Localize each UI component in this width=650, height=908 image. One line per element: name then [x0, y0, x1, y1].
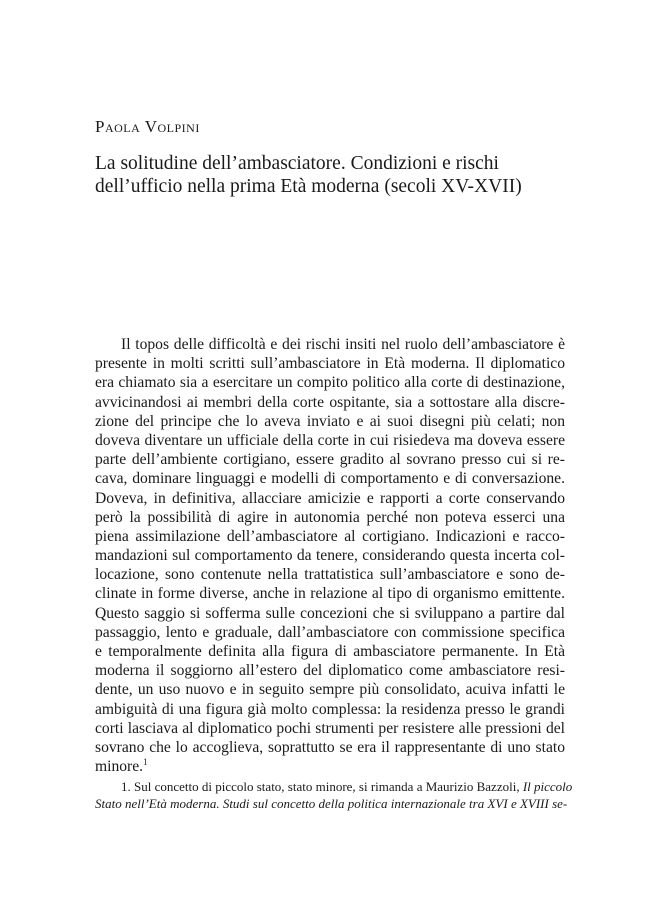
body-line: mandazioni sul comportamento da tenere, considerando questa incerta col-	[95, 547, 565, 565]
body-line: piena assimilazione dell’ambasciatore al cortigiano. Indicazioni e racco-	[95, 527, 565, 545]
body-line: Questo saggio si sofferma sulle concezioni che si sviluppano a partire dal	[95, 604, 565, 622]
body-line: clinate in forme diverse, anche in relazione al tipo di organismo emittente.	[95, 585, 565, 603]
body-line: doveva diventare un ufficiale della corte in cui risiedeva ma doveva essere	[95, 431, 565, 449]
body-line: presente in molti scritti sull’ambasciatore in Età moderna. Il diplomatico	[95, 355, 565, 373]
footnote-book-title: Il piccolo	[522, 779, 573, 794]
author-name: Paola Volpini	[95, 117, 200, 136]
body-line: Doveva, in definitiva, allacciare amicizie e rapporti a corte conservando	[95, 489, 565, 507]
body-line: era chiamato sia a esercitare un compito politico alla corte di destinazione,	[95, 374, 565, 392]
body-line-last	[95, 757, 565, 776]
body-line: parte dell’ambiente cortigiano, essere gradito al sovrano presso cui si re-	[95, 451, 565, 469]
chapter-title-line-1: La solitudine dell’ambasciatore. Condizioni e rischi	[95, 153, 499, 174]
body-line: corti lasciava al diplomatico pochi strumenti per resistere alle pressioni del	[95, 719, 565, 737]
footnote	[95, 778, 573, 812]
body-line: ambiguità di una figura già molto complessa: la residenza presso le grandi	[95, 700, 565, 718]
body-line: sovrano che lo accoglieva, soprattutto se era il rappresentante di uno stato	[95, 738, 565, 756]
footnote-book-title-cont: Stato nell’Età moderna. Studi sul concetto della politica internazionale tra XVI e XVIII se-	[95, 796, 568, 811]
body-line: passaggio, lento e graduale, dall’ambasciatore con commissione specifica	[95, 623, 565, 641]
body-paragraph	[95, 335, 565, 776]
footnote-text: 1. Sul concetto di piccolo stato, stato minore, si rimanda a Maurizio Bazzoli,	[121, 779, 523, 794]
body-line: dente, un uso nuovo e in seguito sempre più consolidato, acuiva infatti le	[95, 681, 565, 699]
body-line: avvicinandosi ai membri della corte ospitante, sia a sottostare alla discre-	[95, 393, 565, 411]
footnote-reference[interactable]: 1	[143, 757, 148, 768]
body-line: Il topos delle difficoltà e dei rischi insiti nel ruolo dell’ambasciatore è	[121, 336, 565, 353]
body-line: però la possibilità di agire in autonomia perché non poteva esserci una	[95, 508, 565, 526]
footnote-line-1	[95, 778, 573, 795]
body-line: locazione, sono contenute nella trattatistica sull’ambasciatore e sono de-	[95, 566, 565, 584]
body-line: cava, dominare linguaggi e modelli di comportamento e di conversazione.	[95, 470, 565, 488]
chapter-title-line-2: dell’ufficio nella prima Età moderna (secoli XV-XVII)	[95, 176, 522, 197]
body-line: e temporalmente definita alla figura di ambasciatore permanente. In Età	[95, 643, 565, 660]
body-line: moderna il soggiorno all’estero del diplomatico come ambasciatore resi-	[95, 662, 565, 680]
body-last-line-text: minore.	[95, 758, 144, 776]
chapter-title	[95, 152, 522, 198]
footnote-line-2	[95, 795, 568, 812]
body-line: zione del principe che lo aveva inviato e ai suoi disegni più celati; non	[95, 412, 565, 430]
